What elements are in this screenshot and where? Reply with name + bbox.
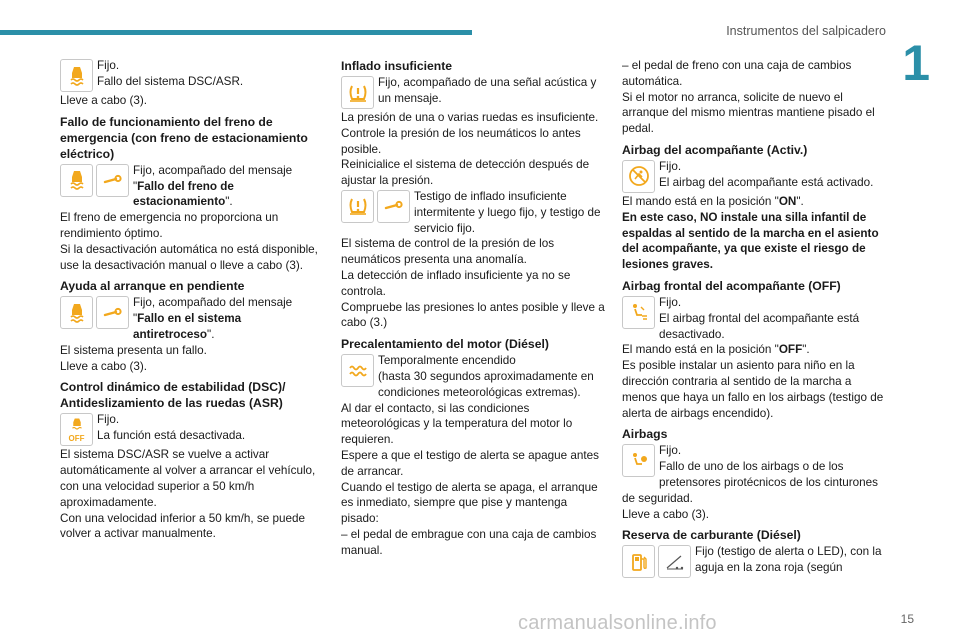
section-title: Instrumentos del salpicadero [726,24,886,38]
paragraph: Espere a que el testigo de alerta se apague antes de arrancar. [341,448,599,478]
glow-block [341,353,605,400]
airbag-off-block [622,295,884,342]
text-line: Fallo de uno de los airbags o de los pretensores pirotécnicos de los cinturones de seguridad. [622,460,878,505]
airbag-off-icon [622,296,655,329]
heading-airbag-on: Airbag del acompañante (Activ.) [622,142,808,157]
dsc-off-block [60,412,322,447]
heading-airbag-off: Airbag frontal del acompañante (OFF) [622,278,841,293]
text-line: Fijo. [659,295,682,309]
text-line: Temporalmente encendido [378,354,516,368]
hill-start-block [60,295,322,342]
glow-plug-icon [341,354,374,387]
text: Fijo, acompañado del mensaje " [133,163,293,193]
heading-glow: Precalentamiento del motor (Diésel) [341,337,549,352]
heading-fuel: Reserva de carburante (Diésel) [622,528,801,543]
heading-tyre: Inflado insuficiente [341,59,453,73]
tyre-block [341,75,605,110]
text-line: El airbag frontal del acompañante está desactivado. [659,311,860,341]
airbag-icon [622,444,655,477]
heading-brake-fault: Fallo de funcionamiento del freno de emergencia (con freno de estacionamiento eléctrico) [60,114,308,161]
paragraph: – el pedal de embrague con una caja de cambios manual. [341,527,597,557]
paragraph: Lleve a cabo (3). [60,359,148,373]
tyre-fault-block [341,189,605,236]
paragraph: Al dar el contacto, si las condiciones meteorológicas y la temperatura del motor lo requieren. [341,401,573,447]
heading-hill-start: Ayuda al arranque en pendiente [60,279,245,294]
paragraph: Si la desactivación automática no está disponible, use la desactivación manual o lleve a cabo (3). [60,242,318,272]
paragraph: La presión de una o varias ruedas es insuficiente. [341,111,599,124]
wrench-icon [96,164,129,197]
text-line: (hasta 30 segundos aproximadamente en condiciones meteorológicas extremas). [378,369,594,399]
dsc-fault-block [60,58,322,93]
wrench-icon [96,296,129,329]
paragraph: El sistema DSC/ASR se vuelve a activar automáticamente al volver a arrancar el vehículo, con una velocidad superior a 50 km/h aproximadamente. [60,448,316,509]
column-2 [341,58,605,559]
text: Fijo, acompañado de una señal acústica y un mensaje. [378,76,597,105]
fuel-icon [622,545,655,578]
paragraph: Con una velocidad inferior a 50 km/h, se puede volver a activar manualmente. [60,511,305,541]
paragraph: Lleve a cabo (3). [622,507,710,521]
paragraph: El sistema de control de la presión de los neumáticos presenta una anomalía. [341,237,555,267]
brake-fault-block [60,163,322,210]
warning-text: En este caso, NO instale una silla infantil de espaldas al sentido de la marcha en el asiento del acompañante, ya que existe el riesgo de lesiones graves. [622,210,879,272]
paragraph: Compruebe las presiones lo antes posible y lleve a cabo (3.) [341,300,605,330]
heading-airbags: Airbags [622,427,668,442]
paragraph: Cuando el testigo de alerta se apaga, el arranque es inmediato, siempre que pise y mantenga pisado: [341,480,598,526]
paragraph: El freno de emergencia no proporciona un rendimiento óptimo. [60,211,279,240]
paragraph: Controle la presión de los neumáticos lo antes posible. [341,126,581,156]
paragraph: El sistema presenta un fallo. [60,343,207,357]
text: ". [207,327,215,341]
watermark: carmanualsonline.info [518,612,717,634]
tyre-pressure-icon [341,190,374,223]
text-line: Fijo. [97,413,120,427]
text: ". [802,343,810,357]
text: El mando está en la posición " [622,343,779,357]
heading-dsc: Control dinámico de estabilidad (DSC)/ Antideslizamiento de las ruedas (ASR) [60,380,286,411]
text-line: Fijo. [659,159,682,173]
off-label: OFF [68,433,85,443]
text-line: La función está desactivada. [97,429,246,443]
fuel-block [622,544,884,579]
airbags-block [622,443,884,506]
column-1 [60,58,322,542]
text: Testigo de inflado insuficiente intermitente y luego fijo, y testigo de servicio fijo. [414,189,601,235]
text-line: Fijo. [659,444,682,458]
text-line: Fijo. [97,59,120,72]
tyre-pressure-icon [341,76,374,109]
skid-off-icon [60,413,93,446]
paragraph: Reinicialice el sistema de detección después de ajustar la presión. [341,158,590,188]
paragraph: Es posible instalar un asiento para niño en la dirección contraria al sentido de la marcha a menos que haya un fallo en los airbags (testigo de alerta de airbags encendido). [622,359,884,420]
text-line: El airbag del acompañante está activado. [659,175,874,189]
chapter-number: 1 [902,35,930,91]
wrench-icon [377,190,410,223]
skid-warning-icon [60,164,93,197]
message-text: Fallo en el sistema antiretroceso [133,312,242,341]
text: El mando está en la posición " [622,194,779,208]
paragraph: Lleve a cabo (3). [60,94,148,107]
paragraph: – el pedal de freno con una caja de cambios automática. [622,59,852,88]
skid-warning-icon [60,296,93,329]
text-line: Fallo del sistema DSC/ASR. [97,74,244,88]
skid-warning-icon [60,59,93,92]
child-seat-airbag-icon [622,160,655,193]
message-text: Fallo del freno de estacionamiento [133,179,234,209]
fuel-gauge-icon [658,545,691,578]
paragraph: La detección de inflado insuficiente ya no se controla. [341,268,571,298]
text: ". [225,195,233,209]
page-number: 15 [900,612,914,626]
airbag-on-block [622,159,884,194]
paragraph: Si el motor no arranca, solicite de nuevo el arranque del mismo mientras mantiene pisado el pedal. [622,90,875,136]
on-label: ON [778,194,797,208]
column-3 [622,58,884,579]
off-label: OFF [778,343,803,357]
top-accent-bar [0,30,472,35]
text: Fijo, acompañado del mensaje " [133,296,293,326]
text: ". [796,194,804,208]
text: Fijo (testigo de alerta o LED), con la aguja en la zona roja (según [695,545,882,575]
